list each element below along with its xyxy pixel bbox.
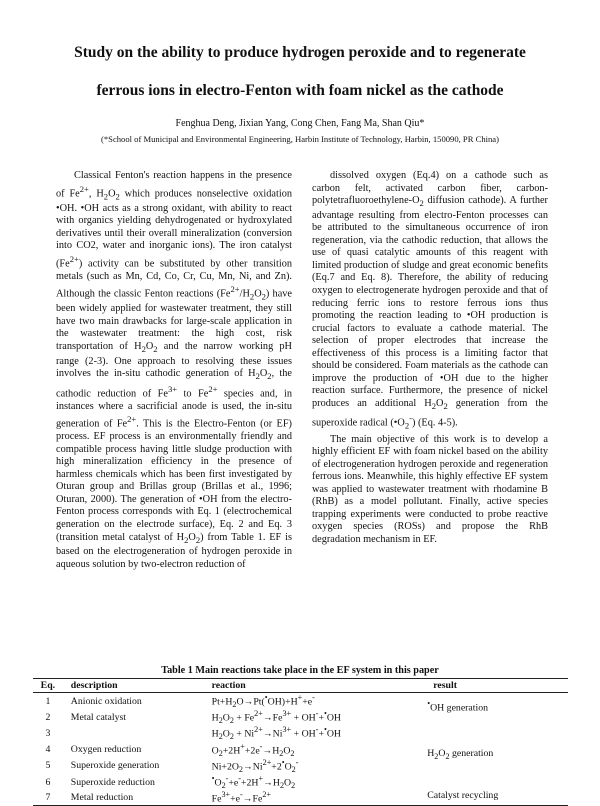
cell-eq: 6	[45, 776, 51, 788]
cell-description: Anionic oxidation	[70, 695, 142, 707]
body-column-left	[56, 170, 292, 571]
cell-reaction: $^•O_2^-+e^-+2H^+\to H_2O_2$	[211, 774, 296, 791]
body-column-right	[312, 170, 548, 546]
cell-eq: 3	[45, 728, 51, 740]
cell-reaction: $H_2O_2 + Ni^{2+}\to Ni^{3+} + OH^-+^•OH$	[211, 725, 341, 742]
left-column-paragraph: Classical Fenton's reaction happens in the presence of $Fe^{2+}$, $H_2O_2$ which produces nonselective oxidation •OH. •OH acts as a strong oxidant, with ability to react with organics yielding dehydrogenated or hydroxylated derivatives until their overall mineralization (conversion into CO2, water and inorganic ions). The iron catalyst $(Fe^{2+})$ activity can be substituted by other transition metals (such as Mn, Cd, Co, Cr, Cu, Mn, Ni, and Zn). Although the classic Fenton reactions $(Fe^{2+}/H_2O_2)$ have been widely applied for wastewater treatment, they still have two main drawbacks for large-scale application in the wastewater treatment: the high cost, risk transportation of $H_2O_2$ and the narrow working pH range (2-3). One approach to resolving these issues involves the in-situ cathodic generation of $H_2O_2$, the cathodic reduction of $Fe^{3+}$ to $Fe^{2+}$ species and, in instances where a sacrificial anode is used, the in-situ generation of $Fe^{2+}$. This is the Electro-Fenton (or EF) process. EF process is an environmentally friendly and compatible process having little sludge production with high mineralization efficiency in the presence of harmless chemicals which has been first investigated by Oturan group and Brillas group (Brillas et al., 1996; Oturan, 2000). The generation of •OH from the electro-Fenton process corresponds with Eq. 1 (electrochemical generation on the electrode surface), Eq. 2 and Eq. 3 (transition metal catalyst of $H_2O_2$) from Table 1. EF is based on the electrogeneration of hydrogen peroxide in aqueous solution by two-electron reduction of	[56, 170, 292, 570]
cell-reaction: $Fe^{3+}+e^-\to Fe^{2+}$	[212, 790, 428, 805]
right-column-paragraph: dissolved oxygen (Eq.4) on a cathode such as carbon felt, activated carbon fiber, carbon-$polytetrafluoroethylene-O_2$ diffusion cathode). A further advantage resulting from electro-Fenton processes can be attributed to the simultaneous occurrence of iron regeneration, via the cathodic reduction, that allows the use of quasi catalytic amounts of this reagent with limited production of sludge and great economic benefits (Eq.7 and Eq. 8). Therefore, the ability of reducing oxygen to electrogenerate hydrogen peroxide and that of reducing ferric ions to restore ferrous ions thus promoting the reaction leading to •OH production is crucial factors to evaluate a cathode material. The selection of proper electrodes that increase the effectiveness of this process is a limiting factor that should be considered. Foam materials as the cathode can improve the production of •OH due to the higher reaction surface. Furthermore, the presence of nickel produces an additional $H_2O_2$ generation from the superoxide radical $(•O_2^-)$ (Eq. 4-5).	[312, 170, 548, 431]
cell-description	[63, 725, 212, 741]
cell-description: Superoxide generation	[70, 760, 160, 772]
cell-result: Catalyst recycling	[427, 790, 568, 805]
paper-title-line-2: ferrous ions in electro-Fenton with foam nickel as the cathode	[96, 82, 504, 99]
header-eq: Eq.	[33, 679, 63, 693]
cell-eq: 4	[45, 744, 51, 756]
cell-eq: 2	[45, 711, 51, 723]
cell-eq: 5	[45, 760, 51, 772]
cell-eq: 7	[33, 790, 63, 805]
cell-description: Oxygen reduction	[70, 744, 142, 756]
cell-reaction: $H_2O_2 + Fe^{2+}\to Fe^{3+} + OH^-+^•OH$	[211, 709, 341, 726]
table-body	[33, 693, 568, 806]
table-row	[33, 742, 568, 758]
cell-eq: 1	[45, 695, 51, 707]
table-row	[33, 790, 568, 805]
right-column-paragraph: The main objective of this work is to develop a highly efficient EF with foam nickel based on the ability of electrogeneration hydrogen peroxide and regeneration ferrous ions. Meanwhile, this highly effective EF system was applied to wastewater treatment with rhodamine B (RhB) as a model pollutant. Finally, active species trapping experiments were conducted to probe reactive oxygen species (ROSs) and propose the RhB degradation mechanism in EF.	[312, 433, 548, 545]
reactions-table	[33, 678, 568, 806]
table-header-row	[33, 679, 568, 693]
cell-reaction: $Ni+2O_2\to Ni^{2+}+2^•O_2^-$	[211, 757, 299, 775]
table-row	[33, 693, 568, 710]
cell-reaction: $O_2+2H^++2e^-\to H_2O_2$	[211, 741, 295, 758]
paper-title-line-1: Study on the ability to produce hydrogen peroxide and to regenerate	[74, 44, 526, 61]
affiliation: (*School of Municipal and Environmental Engineering, Harbin Institute of Technology, Harbin, 150090, PR China)	[101, 134, 499, 144]
cell-description: Metal reduction	[63, 790, 212, 805]
table-caption: Table 1 Main reactions take place in the EF system in this paper	[161, 665, 439, 676]
cell-description: Superoxide reduction	[70, 776, 155, 788]
cell-result: •OH generation	[427, 699, 489, 714]
cell-description: Metal catalyst	[70, 711, 127, 723]
cell-reaction: $Pt+H_2O\to Pt(^•OH)+H^++e^-$	[211, 693, 315, 710]
header-description: description	[63, 679, 212, 693]
header-reaction: reaction	[212, 679, 428, 693]
cell-result: $H_2O_2$ generation	[427, 747, 494, 761]
author-list: Fenghua Deng, Jixian Yang, Cong Chen, Fang Ma, Shan Qiu*	[175, 118, 425, 129]
header-result: result	[427, 679, 568, 693]
